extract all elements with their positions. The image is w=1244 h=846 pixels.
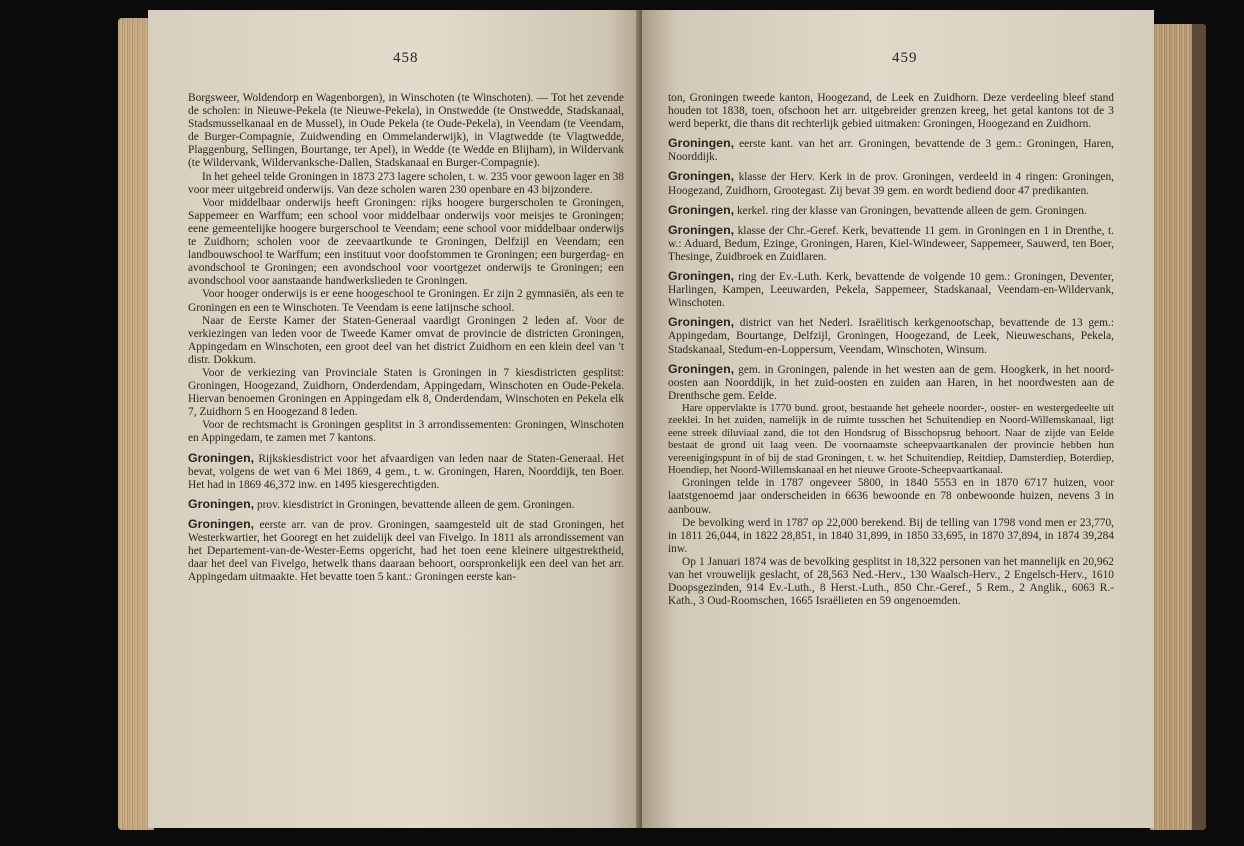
paragraph: [188, 419, 624, 445]
small-print-paragraph: [668, 403, 1114, 477]
paragraph: [188, 288, 624, 314]
paragraph-text: eerste kant. van het arr. Groningen, bevattende de 3 gem.: Groningen, Haren, Noorddijk.: [668, 138, 1114, 164]
book-cover-edge: [1192, 24, 1206, 830]
paragraph-text: Naar de Eerste Kamer der Staten-Generaal vaardigt Groningen 2 leden af. Voor de verkiezingen van leden voor de Tweede Kamer omvat de provincie de districten Groningen, Appingedam en Winschoten, een groot deel van het district Zuidhorn en een klein deel van 't distr. Dokkum.: [188, 314, 624, 366]
entry-headword: Groningen,: [668, 169, 735, 184]
entry-headword: Groningen,: [188, 516, 255, 531]
entry-headword: Groningen,: [668, 361, 735, 376]
paragraph-text: klasse der Chr.-Geref. Kerk, bevattende 11 gem. in Groningen en 1 in Drenthe, t. w.: Aduard, Bedum, Ezinge, Groningen, Haren, Kiel-Windeweer, Sappemeer, Sauwerd, ten Boer, Thesinge, Zuidbroek en Zuidlaren.: [668, 224, 1114, 263]
paragraph: [188, 315, 624, 367]
paragraph-text: De bevolking werd in 1787 op 22,000 berekend. Bij de telling van 1798 vond men er 23,770, in 1811 26,044, in 1822 28,851, in 1840 31,899, in 1850 33,695, in 1870 37,894, in 1874 39,284 inw.: [668, 516, 1114, 555]
left-page: [148, 10, 648, 828]
paragraph: [188, 197, 624, 289]
dictionary-entry: [668, 170, 1114, 197]
paragraph-text: Voor de rechtsmacht is Groningen gesplitst in 3 arrondissementen: Groningen, Winschoten en Appingedam, te zamen met 7 kantons.: [188, 419, 624, 445]
dictionary-entry: [188, 498, 624, 512]
paragraph-text: ton, Groningen tweede kanton, Hoogezand, de Leek en Zuidhorn. Deze verdeeling bleef stand houden tot 1838, toen, ofschoon het arr. uitgebreider grenzen kreeg, het getal kantons tot de 3 werd beperkt, die thans dit rechterlijk gebied uitmaken: Groningen, Hoogezand en Zuidhorn.: [668, 92, 1114, 131]
dictionary-entry: [668, 224, 1114, 264]
paragraph-text: Hare oppervlakte is 1770 bund. groot, bestaande het geheele noorder-, ooster- en westergedeelte uit zeeklei. In het zuiden, namelijk in de ruimte tusschen het Schuitendiep en Noord-Willemskanaal, ligt eene streek diluviaal zand, die tot den Hondsrug of Bisschopsrug behoort. Naar de zijde van Eelde bestaat de grond uit laag veen. De voornaamste scheepvaartkanalen der provincie hebben hun vereenigingspunt in of bij de stad Groningen, t. w. het Schuitendiep, Reitdiep, Damsterdiep, Boterdiep, Hoendiep, het Noord-Willemskanaal en het nieuwe Groote-Scheepvaartkanaal.: [668, 402, 1114, 476]
paragraph-text: In het geheel telde Groningen in 1873 273 lagere scholen, t. w. 235 voor gewoon lager en 38 voor meer uitgebreid onderwijs. Van deze scholen waren 230 openbare en 43 bijzondere.: [188, 170, 624, 196]
paragraph-text: eerste arr. van de prov. Groningen, saamgesteld uit de stad Groningen, het Westerkwartier, het Gooregt en het zuidelijk deel van Fivelgo. In 1811 als arrondissement van het Departement-van-de-Wester-Eems opgericht, had het toen eene kleinere uitgestrektheid, daar het deel van Fivelgo, hetwelk thans daaraan behoort, oorspronkelijk een deel van het arr. Appingedam uitmaakte. Het bevatte toen 5 kant.: Groningen eerste kan-: [188, 518, 624, 584]
paragraph: [668, 477, 1114, 516]
entry-headword: Groningen,: [188, 496, 255, 511]
paragraph-text: Borgsweer, Woldendorp en Wagenborgen), in Winschoten (te Winschoten). — Tot het zevende de scholen: in Nieuwe-Pekela (te Nieuwe-Pekela), in Onstwedde (te Onstwedde, Stadskanaal, Stadsmusselkanaal en de Mussel), in Oude Pekela (te Oude-Pekela), in Veendam (te Veendam, de Burger-Compagnie, Zuidwending en Ommelanderwijk), in Vlagtwedde (te Vlagtwedde, Plaggenburg, Sellingen, Bourtange, ter Apel), in Wedde (te Wedde en Blijham), in Wildervank (te Wildervank, Wildervanksche-Dallen, Stadskanaal en Burger-Compagnie).: [188, 92, 624, 170]
paragraph-text: kerkel. ring der klasse van Groningen, bevattende alleen de gem. Groningen.: [734, 204, 1087, 217]
entry-headword: Groningen,: [668, 202, 735, 217]
paragraph-text: district van het Nederl. Israëlitisch kerkgenootschap, bevattende de 13 gem.: Appingedam, Bourtange, Delfzijl, Groningen, Hoogezand, de Leek, Nieuweschans, Pekela, Stadskanaal, Stedum-en-Loppersum, Veendam, Winschoten, Winsum.: [668, 317, 1114, 356]
entry-headword: Groningen,: [668, 315, 735, 330]
left-page-text: [188, 92, 624, 584]
paragraph-text: Rijkskiesdistrict voor het afvaardigen van leden naar de Staten-Generaal. Het bevat, volgens de wet van 6 Mei 1869, 4 gem., t. w. Groningen, Haren, Noorddijk, ten Boer. Het had in 1869 46,372 inw. en 1495 kiesgerechtigden.: [188, 452, 624, 491]
paragraph-text: gem. in Groningen, palende in het westen aan de gem. Hoogkerk, in het noord-oosten aan Noorddijk, in het zuid-oosten en zuiden aan Haren, in het noordwesten aan de Drenthsche gem. Eelde.: [668, 363, 1114, 402]
paragraph: [668, 517, 1114, 556]
right-page: [642, 10, 1154, 828]
paragraph: [668, 556, 1114, 608]
paragraph: [188, 171, 624, 197]
continued-paragraph: [668, 92, 1114, 131]
dictionary-entry: [668, 204, 1114, 218]
paragraph-text: Voor middelbaar onderwijs heeft Groningen: rijks hoogere burgerscholen te Groningen, Sappemeer en Warffum; een school voor middelbaar onderwijs voor meisjes te Groningen; eene gemeentelijke hoogere burgerschool te Veendam; eene school voor middelbaar onderwijs te Zuidhorn; scholen voor de zeevaartkunde te Groningen, Delfzijl en Veendam; een landbouwschool te Warffum; een instituut voor doofstommen te Groningen; een burgerdag- en avondschool te Groningen; een avondschool voor voortgezet onderwijs te Groningen; een avondschool voor aanstaande handwerkslieden te Groningen.: [188, 196, 624, 288]
paragraph-text: ring der Ev.-Luth. Kerk, bevattende de volgende 10 gem.: Groningen, Deventer, Harlingen, Kampen, Leeuwarden, Pekela, Sappemeer, Stadskanaal, Veendam-en-Wildervank, Winschoten.: [668, 271, 1114, 310]
entry-headword: Groningen,: [668, 136, 735, 151]
right-page-text: [668, 92, 1114, 608]
paragraph-text: Voor de verkiezing van Provinciale Staten is Groningen in 7 kiesdistricten gesplitst: Groningen, Hoogezand, Zuidhorn, Onderdendam, Appingedam, Winschoten en Oude-Pekela. Hiervan benoemen Groningen en Appingedam elk 8, Onderdendam, Winschoten en Pekela elk 7, Zuidhorn 5 en Hoogezand 8 leden.: [188, 366, 624, 419]
page-number-left: 458: [393, 50, 419, 66]
paragraph-text: Groningen telde in 1787 ongeveer 5800, in 1840 5553 en in 1870 6717 huizen, voor laatstgenoemd jaar onderscheiden in 6636 bewoonde en 78 onbewoonde huizen, nevens 3 in aanbouw.: [668, 477, 1114, 516]
dictionary-entry: [188, 518, 624, 584]
dictionary-entry: [188, 452, 624, 492]
paragraph-text: Voor hooger onderwijs is er eene hoogeschool te Groningen. Er zijn 2 gymnasiën, als een te Groningen en een te Winschoten. Te Veendam is eene latijnsche school.: [188, 288, 624, 314]
paragraph-text: Op 1 Januari 1874 was de bevolking gesplitst in 18,322 personen van het mannelijk en 20,962 van het vrouwelijk geslacht, of 28,563 Ned.-Herv., 130 Waalsch-Herv., 2 Engelsch-Herv., 1610 Doopsgezinden, 914 Ev.-Luth., 8 Herst.-Luth., 850 Chr.-Geref., 5 Rem., 2 Anglik., 6063 R.-Kath., 3 Oud-Roomschen, 1665 Israëlieten en 59 ongenoemden.: [668, 555, 1114, 608]
paragraph: [188, 367, 624, 419]
paragraph-text: klasse der Herv. Kerk in de prov. Groningen, verdeeld in 4 ringen: Groningen, Hoogezand, Zuidhorn, Grootegast. Zij bevat 39 gem. en wordt bediend door 47 predikanten.: [668, 171, 1114, 197]
entry-headword: Groningen,: [188, 450, 255, 465]
continued-paragraph: [188, 92, 624, 171]
dictionary-entry: [668, 316, 1114, 356]
dictionary-entry: [668, 270, 1114, 310]
open-book: [118, 10, 1206, 838]
entry-headword: Groningen,: [668, 222, 735, 237]
page-number-right: 459: [892, 50, 918, 66]
paragraph-text: prov. kiesdistrict in Groningen, bevattende alleen de gem. Groningen.: [254, 498, 575, 511]
entry-headword: Groningen,: [668, 269, 735, 284]
dictionary-entry: [668, 363, 1114, 403]
dictionary-entry: [668, 137, 1114, 164]
